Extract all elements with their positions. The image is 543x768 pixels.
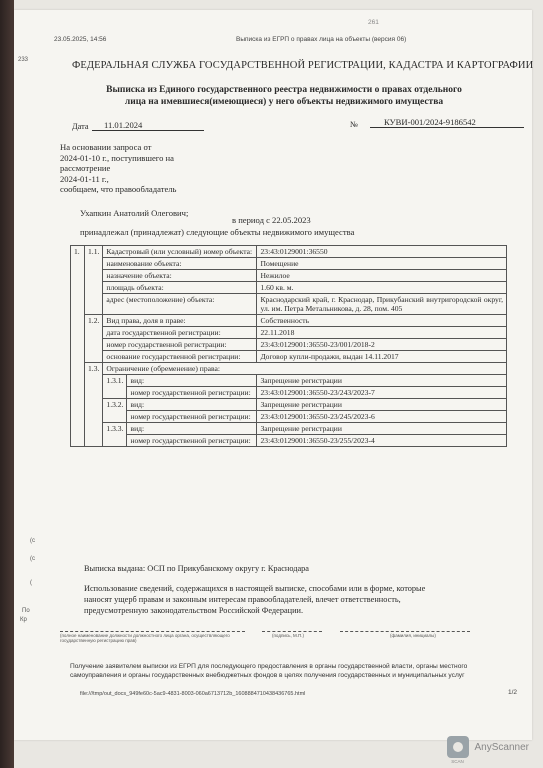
number-value: КУВИ-001/2024-9186542 <box>370 117 524 128</box>
area-value: 1.60 кв. м. <box>257 282 507 294</box>
page-number-top: 261 <box>368 19 379 26</box>
basis-line-5: сообщаем, что правообладатель <box>60 184 177 194</box>
reg-basis-label: основание государственной регистрации: <box>103 351 257 363</box>
restriction-index-1: 1.3.1. <box>103 375 127 399</box>
reg-basis-value: Договор купли-продажи, выдан 14.11.2017 <box>257 351 507 363</box>
right-label: Вид права, доля в праве: <box>103 315 257 327</box>
signature-line-right <box>340 631 470 632</box>
restriction-num-label-3: номер государственной регистрации: <box>127 435 257 447</box>
margin-mark-3: По <box>22 608 30 614</box>
margin-mark-1: (с <box>30 538 35 544</box>
object-name-label: наименование объекта: <box>103 258 257 270</box>
date-label: Дата <box>72 122 89 131</box>
restriction-num-label-1: номер государственной регистрации: <box>127 387 257 399</box>
right-value: Собственность <box>257 315 507 327</box>
scanner-label: AnyScanner <box>474 741 529 753</box>
row-index-1: 1. <box>71 246 85 447</box>
reg-date-label: дата государственной регистрации: <box>103 327 257 339</box>
address-value: Краснодарский край, г. Краснодар, Прикубанский внутригородской округ, ул. им. Петра Метальникова, д. 28, пом. 405 <box>257 294 507 315</box>
scanner-camera-icon <box>447 736 469 764</box>
reg-number-value: 23:43:0129001:36550-23/001/2018-2 <box>257 339 507 351</box>
restriction-num-value-1: 23:43:0129001:36550-23/243/2023-7 <box>257 387 507 399</box>
owner-name: Ухапкин Анатолий Олегович; <box>80 208 189 218</box>
restriction-kind-label-3: вид: <box>127 423 257 435</box>
purpose-label: назначение объекта: <box>103 270 257 282</box>
title-line-2: лица на имевшиеся(имеющиеся) у него объекты недвижимого имущества <box>124 97 444 107</box>
date-value: 11.01.2024 <box>92 120 204 131</box>
page-counter: 1/2 <box>508 689 518 696</box>
property-table <box>70 245 507 447</box>
signature-caption-right: (фамилия, инициалы) <box>390 633 436 638</box>
restriction-kind-value-2: Запрещение регистрации <box>257 399 507 411</box>
footer-note: Получение заявителем выписки из ЕГРП для последующего предоставления в органы государственной власти, органы местного самоуправления и органы государственных внебюджетных фондов в целях получения государственных и муниципальных услуг <box>70 663 468 679</box>
basis-line-3: рассмотрение <box>60 163 111 173</box>
signature-caption-left: (полное наименование должности должностного лица органа, осуществляющего государственную регистрацию прав) <box>60 633 230 643</box>
basis-line-1: На основании запроса от <box>60 142 152 152</box>
object-name-value: Помещение <box>257 258 507 270</box>
period-text: в период с 22.05.2023 <box>232 215 311 225</box>
signature-line-left <box>60 631 245 632</box>
purpose-value: Нежилое <box>257 270 507 282</box>
print-datetime: 23.05.2025, 14:56 <box>54 36 107 43</box>
restriction-label: Ограничение (обременение) права: <box>103 363 507 375</box>
basis-line-2: 2024-01-10 г., поступившего на <box>60 152 174 163</box>
scan-background-edge <box>0 0 14 768</box>
restriction-num-value-2: 23:43:0129001:36550-23/245/2023-6 <box>257 411 507 423</box>
basis-line-4: 2024-01-11 г., <box>60 173 109 184</box>
restriction-kind-value-3: Запрещение регистрации <box>257 423 507 435</box>
title-line-1: Выписка из Единого государственного реестра недвижимости о правах отдельного <box>106 85 462 95</box>
request-basis <box>60 142 176 195</box>
row-index-1-1: 1.1. <box>85 246 103 315</box>
restriction-num-label-2: номер государственной регистрации: <box>127 411 257 423</box>
cadastral-value: 23:43:0129001:36550 <box>257 246 507 258</box>
signature-caption-mid: (подпись, М.П.) <box>272 633 304 638</box>
organization-name: ФЕДЕРАЛЬНАЯ СЛУЖБА ГОСУДАРСТВЕННОЙ РЕГИСТРАЦИИ, КАДАСТРА И КАРТОГРАФИИ <box>72 60 534 71</box>
margin-number: 233 <box>18 57 29 63</box>
scanner-watermark <box>447 736 529 764</box>
restriction-num-value-3: 23:43:0129001:36550-23/255/2023-4 <box>257 435 507 447</box>
signature-line-mid <box>262 631 322 632</box>
restriction-kind-value-1: Запрещение регистрации <box>257 375 507 387</box>
restriction-kind-label-1: вид: <box>127 375 257 387</box>
print-doc-title: Выписка из ЕГРП о правах лица на объекты (версия 06) <box>236 36 407 43</box>
cadastral-label: Кадастровый (или условный) номер объекта: <box>103 246 257 258</box>
reg-number-label: номер государственной регистрации: <box>103 339 257 351</box>
usage-warning: Использование сведений, содержащихся в настоящей выписке, способами или в форме, которые наносят ущерб правам и законным интересам правообладателей, влечет ответственность, предусмотренную законодательством Российской Федерации. <box>84 584 426 615</box>
reg-date-value: 22.11.2018 <box>257 327 507 339</box>
area-label: площадь объекта: <box>103 282 257 294</box>
address-label: адрес (местоположение) объекта: <box>103 294 257 315</box>
owned-objects-text: принадлежал (принадлежат) следующие объекты недвижимого имущества <box>80 227 355 237</box>
row-index-1-3: 1.3. <box>85 363 103 447</box>
number-label: № <box>350 120 358 129</box>
restriction-index-2: 1.3.2. <box>103 399 127 423</box>
margin-mark-5: ( <box>30 580 32 586</box>
scanner-icon-label: SCAN <box>451 759 464 764</box>
file-path: file:///tmp/out_docs_949fe60c-5ac9-4831-8003-060a6713712b_1608884710438436765.html <box>80 691 306 697</box>
issued-by: Выписка выдана: ОСП по Прикубанскому округу г. Краснодара <box>84 564 309 573</box>
restriction-kind-label-2: вид: <box>127 399 257 411</box>
margin-mark-2: (с <box>30 556 35 562</box>
restriction-index-3: 1.3.3. <box>103 423 127 447</box>
row-index-1-2: 1.2. <box>85 315 103 363</box>
margin-mark-4: Кр <box>20 617 27 623</box>
